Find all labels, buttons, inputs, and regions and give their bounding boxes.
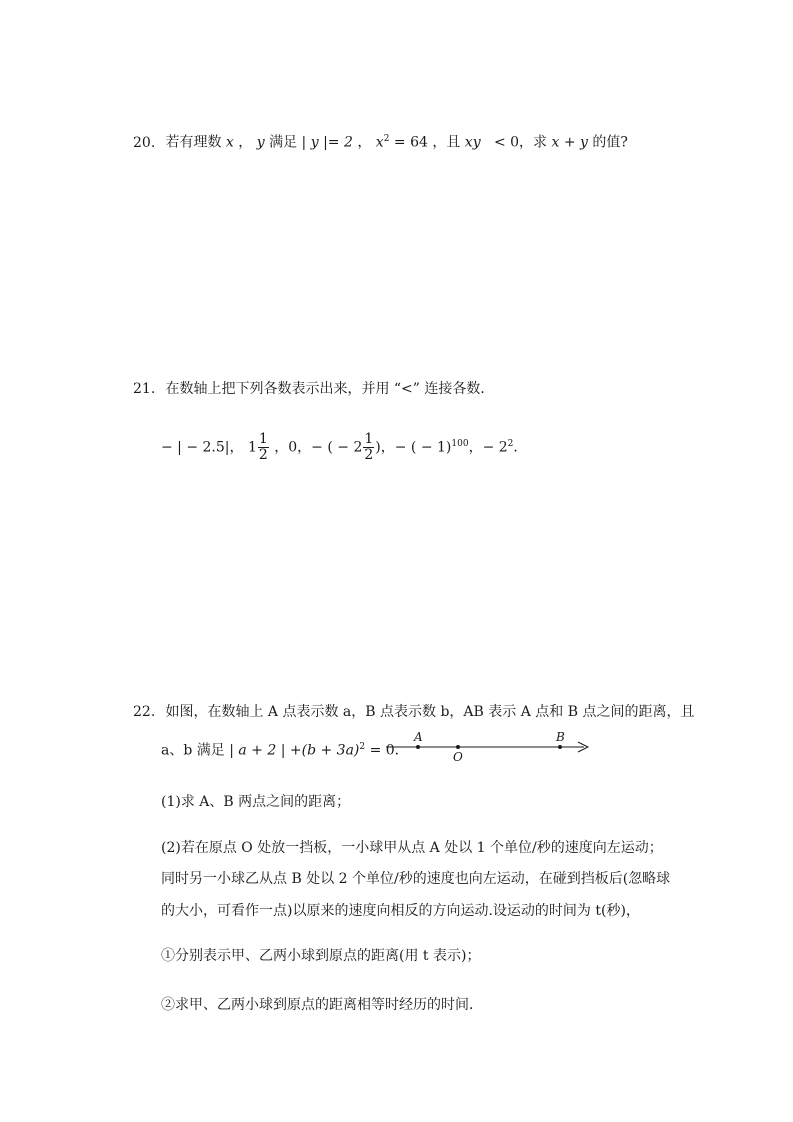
question-number: 21. bbox=[133, 381, 156, 397]
q22-condition-line bbox=[161, 737, 409, 761]
q20-text: ，且 bbox=[432, 134, 461, 151]
label-a: A bbox=[414, 730, 423, 744]
q22-part2-line3: 的大小，可看作一点)以原来的速度向相反的方向运动.设运动的时间为 t(秒)， bbox=[161, 903, 640, 919]
expr-neg-mixed: ，0，− ( − 2 bbox=[274, 439, 363, 456]
denominator: 2 bbox=[364, 447, 374, 464]
var-y: y bbox=[256, 134, 265, 151]
point-a bbox=[416, 745, 420, 749]
q22-part2-line2: 同时另一小球乙从点 B 处以 2 个单位/秒的速度也向左运动，在碰到挡板后(忽略球 bbox=[161, 871, 671, 887]
condition-rhs: = 0． bbox=[365, 742, 409, 759]
q20-text: 若有理数 bbox=[165, 134, 222, 151]
expr-neg-square: ，− 2 bbox=[468, 439, 508, 456]
numerator: 1 bbox=[364, 431, 374, 448]
number-line-figure bbox=[384, 728, 594, 768]
expr-abs: − | − 2.5|， bbox=[161, 439, 244, 456]
q20-comma: ， bbox=[357, 134, 372, 151]
q21-number-list bbox=[161, 428, 528, 464]
var-xy: xy bbox=[464, 134, 481, 151]
q20-text: 的值? bbox=[592, 134, 628, 151]
exponent: 2 bbox=[507, 439, 514, 449]
point-o bbox=[456, 745, 460, 749]
q21-text: 在数轴上把下列各数表示出来，并用 “<” 连接各数． bbox=[165, 381, 495, 397]
numerator: 1 bbox=[258, 431, 268, 448]
q20-text: < 0，求 bbox=[485, 134, 548, 151]
q22-part2-line1: (2)若在原点 O 处放一挡板，一小球甲从点 A 处以 1 个单位/秒的速度向左运动； bbox=[161, 840, 663, 856]
q22-part1: (1)求 A、B 两点之间的距离； bbox=[161, 794, 351, 810]
fraction bbox=[363, 432, 374, 463]
exponent: 100 bbox=[451, 439, 469, 449]
denominator: 2 bbox=[258, 447, 268, 464]
label-b: B bbox=[556, 730, 565, 744]
question-20 bbox=[133, 129, 628, 153]
q22-line1: 如图，在数轴上 A 点表示数 a，B 点表示数 b，AB 表示 A 点和 B 点之间的距离，且 bbox=[165, 704, 695, 720]
x-squared-base: x bbox=[375, 134, 384, 151]
question-number: 22. bbox=[133, 704, 156, 720]
q22-subpart2: ②求甲、乙两小球到原点的距离相等时经历的时间． bbox=[161, 997, 483, 1013]
condition-expr: | a + 2 | +(b + 3a) bbox=[229, 742, 360, 759]
point-b bbox=[558, 745, 562, 749]
var-x: x bbox=[225, 134, 234, 151]
label-o: O bbox=[453, 750, 463, 764]
question-number: 20. bbox=[133, 134, 156, 151]
q20-comma: ， bbox=[238, 134, 253, 151]
mixed-number-whole: 1 bbox=[247, 439, 257, 456]
question-21 bbox=[133, 379, 494, 399]
x-plus-y: x + y bbox=[551, 134, 588, 151]
fraction bbox=[258, 432, 269, 463]
q20-text: 满足 bbox=[269, 134, 298, 151]
end-mark: ． bbox=[513, 439, 528, 456]
condition-exp: 2 bbox=[359, 742, 366, 752]
q22-line2: a、b 满足 bbox=[161, 742, 225, 759]
abs-y-expr: | y |= 2 bbox=[301, 134, 353, 151]
x-squared-exp: 2 bbox=[383, 134, 390, 144]
x-squared-rhs: = 64 bbox=[389, 134, 428, 151]
q22-subpart1: ①分别表示甲、乙两小球到原点的距离(用 t 表示)； bbox=[161, 948, 481, 964]
question-22 bbox=[133, 702, 694, 722]
expr-power: )，− ( − 1) bbox=[375, 439, 452, 456]
